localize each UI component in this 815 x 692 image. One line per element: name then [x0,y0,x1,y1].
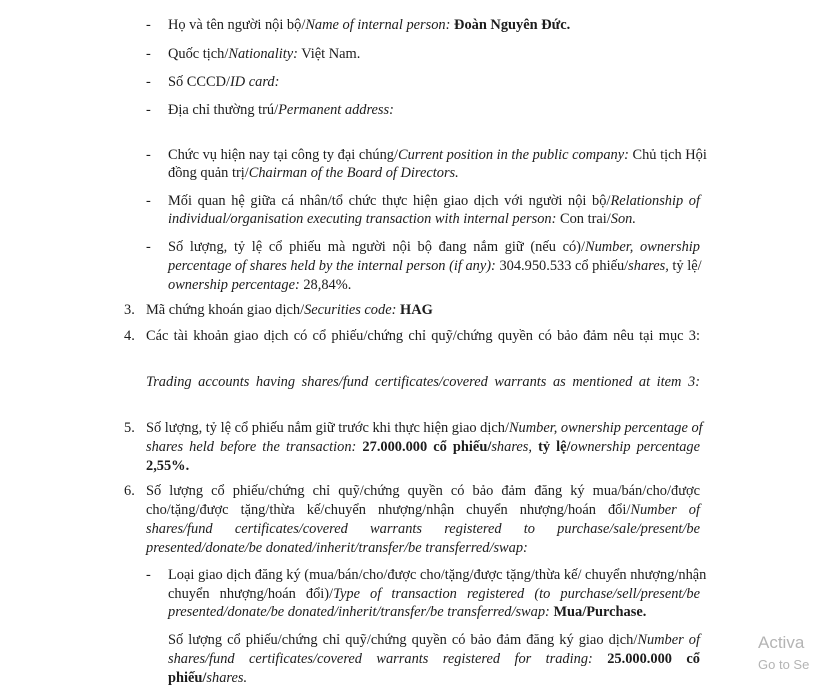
item-6-line-1 [146,482,700,500]
internal-person-name-line [168,16,570,34]
item-6-number: 6. [124,483,135,499]
name-value: Đoàn Nguyên Đức. [454,17,571,33]
activation-watermark-title: Activa [758,633,805,652]
shares-value-3-en: ownership percentage: [168,277,300,293]
holdings-before-ratio: tỷ lệ/ [538,439,571,455]
position-line-1 [168,146,707,164]
holdings-before-label-en: Number, ownership percentage of [508,420,703,436]
shares-label-en-2: percentage of shares held by the internal person (if any): [168,258,496,274]
securities-code-label-en: Securities code: [304,302,397,318]
registered-trading-label-vi: Số lượng cổ phiếu/chứng chỉ quỹ/chứng quyền có bảo đảm đăng ký giao dịch/ [168,632,638,648]
relationship-line-1 [168,192,700,210]
item-4-number: 4. [124,328,135,344]
securities-code-value: HAG [400,302,433,318]
nationality-line [168,45,360,63]
bullet-dash: - [146,74,151,90]
nationality-label: Quốc tịch/ [168,46,229,62]
registered-trading-label-en-2: shares/fund certificates/covered warrants registered for trading: [168,651,593,667]
transaction-type-line-2 [168,585,700,603]
id-card-line [168,73,279,91]
transaction-type-line-1 [168,566,707,584]
shares-value-2: tỷ lệ/ [672,258,702,274]
registered-trading-label-en: Number of [637,632,700,648]
transaction-type-label-3-en: presented/donate/be donated/inherit/transfer/be transferred/swap: [168,604,550,620]
item-4-english-line [146,373,700,391]
relationship-value: Con trai/ [560,211,611,227]
registered-trading-quantity-line-1 [168,631,700,649]
holdings-before-percent: 2,55%. [146,458,190,474]
item-5-line-1 [146,419,703,437]
shares-held-line-1 [168,238,700,256]
item-4-line [146,327,700,345]
shares-held-line-3 [168,276,351,294]
shares-value-1-en: shares, [628,258,669,274]
bullet-dash: - [146,17,151,33]
address-label: Địa chỉ thường trú/ [168,102,279,118]
holdings-before-value-en: shares, [491,439,532,455]
item-3-number: 3. [124,302,135,318]
id-label-en: ID card: [229,74,280,90]
registered-trading-quantity-line-3 [168,669,247,687]
item-5-line-3 [146,457,189,475]
name-label: Họ và tên người nội bộ/ [168,17,306,33]
item-6-line-2 [146,501,700,519]
bullet-dash: - [146,239,151,255]
registered-trading-quantity-line-2 [168,650,700,668]
item-5-number: 5. [124,420,135,436]
bullet-dash: - [146,193,151,209]
securities-code-label: Mã chứng khoán giao dịch/ [146,302,305,318]
holdings-before-label-vi: Số lượng, tỷ lệ cổ phiếu nắm giữ trước khi thực hiện giao dịch/ [146,420,509,436]
position-value-en: Chairman of the Board of Directors. [248,165,459,181]
item-5-line-2 [146,438,700,456]
holdings-before-value: 27.000.000 cổ phiếu/ [362,439,492,455]
bullet-dash: - [146,102,151,118]
registered-trading-value-unit-en: shares. [206,670,248,686]
shares-label-en-1: Number, ownership [584,239,700,255]
transaction-type-line-3 [168,603,646,621]
transaction-type-label-1: Loại giao dịch đăng ký (mua/bán/cho/được cho/tặng/được tặng/thừa kế/ chuyển nhượng/nhận [168,567,707,583]
address-label-en: Permanent address: [278,102,394,118]
transaction-type-label-2-vi: chuyển nhượng/hoán đổi)/ [168,586,334,602]
holdings-before-label-en-2: shares held before the transaction: [146,439,357,455]
item-3-line [146,301,433,319]
trading-accounts-text-en: Trading accounts having shares/fund certificates/covered warrants as mentioned at item 3: [146,374,700,390]
registered-trading-value: 25.000.000 cổ [607,651,700,667]
relationship-label-en-1: Relationship of [610,193,700,209]
relationship-label-vi: Mối quan hệ giữa cá nhân/tổ chức thực hiện giao dịch với người nội bộ/ [168,193,611,209]
registered-quantity-label-1: Số lượng cổ phiếu/chứng chỉ quỹ/chứng quyền có bảo đảm đăng ký mua/bán/cho/được [146,483,700,499]
position-value-vi-1: Chủ tịch Hội [632,147,707,163]
item-6-line-3 [146,520,700,538]
item-6-line-4 [146,539,528,557]
relationship-value-en: Son. [610,211,636,227]
transaction-type-label-2-en: Type of transaction registered (to purchase/sell/present/be [333,586,700,602]
name-label-en: Name of internal person: [305,17,451,33]
position-line-2 [168,164,459,182]
registered-quantity-label-4-en: presented/donate/be donated/inherit/transfer/be transferred/swap: [146,540,528,556]
registered-trading-value-unit: phiếu/ [168,670,207,686]
bullet-dash: - [146,147,151,163]
transaction-type-value: Mua/Purchase. [553,604,647,620]
id-label: Số CCCD/ [168,74,230,90]
position-label-en: Current position in the public company: [398,147,629,163]
registered-quantity-label-2-vi: cho/tặng/được tặng/thừa kế/chuyển nhượng/nhận chuyển nhượng/hoán đổi/ [146,502,631,518]
holdings-before-ratio-en: ownership percentage [570,439,700,455]
bullet-dash: - [146,567,151,583]
position-label: Chức vụ hiện nay tại công ty đại chúng/ [168,147,399,163]
shares-value-1: 304.950.533 cổ phiếu/ [499,258,629,274]
nationality-label-en: Nationality: [228,46,298,62]
shares-held-line-2 [168,257,700,275]
relationship-label-en-2: individual/organisation executing transaction with internal person: [168,211,557,227]
trading-accounts-text: Các tài khoản giao dịch có cổ phiếu/chứng chỉ quỹ/chứng quyền có bảo đảm nêu tại mục 3: [146,328,700,344]
shares-value-3: 28,84%. [303,277,352,293]
registered-quantity-label-3-en: shares/fund certificates/covered warrants registered to purchase/sale/present/be [146,521,700,537]
relationship-line-2 [168,210,636,228]
registered-quantity-label-2-en: Number of [630,502,700,518]
shares-label-vi: Số lượng, tỷ lệ cổ phiếu mà người nội bộ đang nắm giữ (nếu có)/ [168,239,585,255]
activation-watermark-subtitle: Go to Se [758,657,810,672]
address-line [168,101,394,119]
bullet-dash: - [146,46,151,62]
position-value-vi-2: đồng quản trị/ [168,165,249,181]
nationality-value: Việt Nam. [301,46,361,62]
